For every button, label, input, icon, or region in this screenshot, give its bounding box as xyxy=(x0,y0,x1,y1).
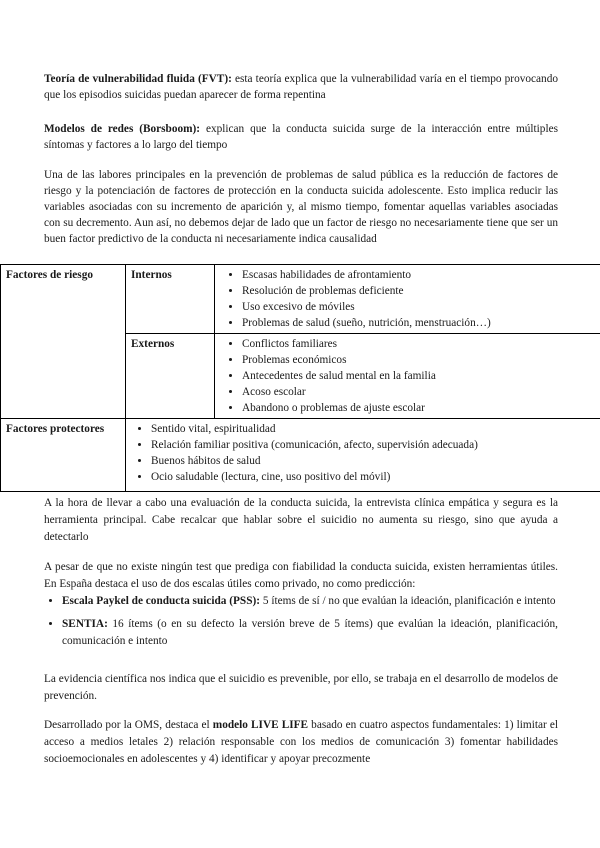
theory-networks-term: Modelos de redes (Borsboom): xyxy=(44,123,201,135)
external-header: Externos xyxy=(126,334,215,419)
list-item: • Uso excesivo de móviles xyxy=(242,299,595,315)
theory-networks-text: explican que la conducta suicida surge de la interacción entre múltiples síntomas y factores a lo largo del tiempo xyxy=(44,123,558,151)
external-list-cell xyxy=(215,334,600,419)
model-before-text: Desarrollado por la OMS, destaca el xyxy=(44,719,213,731)
list-item: • Ocio saludable (lectura, cine, uso positivo del móvil) xyxy=(151,469,595,485)
list-item: • Acoso escolar xyxy=(242,384,595,400)
model-paragraph xyxy=(44,717,558,768)
list-item: • Conflictos familiares xyxy=(242,336,595,352)
risk-factors-header: Factores de riesgo xyxy=(1,265,126,419)
list-item: • Problemas económicos xyxy=(242,352,595,368)
list-item xyxy=(62,616,558,650)
model-after-text: basado en cuatro aspectos fundamentales: 1) limitar el acceso a medios letales 2) relación responsable con los medios de comunicación 3) fomentar habilidades socioemocionales en adolescentes y 4) identificar y apoyar precozmente xyxy=(44,719,558,765)
scale-sentia-name: SENTIA: xyxy=(62,618,108,630)
protective-list-cell xyxy=(126,419,600,492)
intro-paragraph: Una de las labores principales en la prevención de problemas de salud pública es la reducción de factores de riesgo y la potenciación de factores de protección en la conducta suicida adolescente. Esto implica reducir las variables asociadas con su incremento de aparición y, al mismo tiempo, fomentar aquellas variables asociadas con su decremento. Aun así, no debemos dejar de lado que un factor de riesgo no necesariamente tiene que ser un buen factor predictivo de la conducta ni necesariamente indica causalidad xyxy=(44,169,558,245)
external-list xyxy=(220,336,595,416)
scale-pss-text: 5 ítems de sí / no que evalúan la ideación, planificación e intento xyxy=(260,595,556,607)
list-item: • Escasas habilidades de afrontamiento xyxy=(242,267,595,283)
list-item: • Relación familiar positiva (comunicación, afecto, supervisión adecuada) xyxy=(151,437,595,453)
list-item: • Sentido vital, espiritualidad xyxy=(151,421,595,437)
theory-fvt-paragraph xyxy=(44,71,558,103)
scales-list xyxy=(44,593,558,650)
evidence-paragraph: La evidencia científica nos indica que el suicidio es prevenible, por ello, se trabaja en el desarrollo de modelos de prevención. xyxy=(44,673,558,702)
protective-factors-header: Factores protectores xyxy=(1,419,126,492)
evaluation-paragraph: A la hora de llevar a cabo una evaluación de la conducta suicida, la entrevista clínica empática y segura es la herramienta principal. Cabe recalcar que hablar sobre el suicidio no aumenta su riesgo, sino que ayuda a detectarlo xyxy=(44,497,558,543)
internal-header: Internos xyxy=(126,265,215,334)
list-item xyxy=(62,593,558,610)
list-item: • Resolución de problemas deficiente xyxy=(242,283,595,299)
protective-row xyxy=(1,419,600,492)
theory-networks-paragraph xyxy=(44,121,558,153)
list-item: • Abandono o problemas de ajuste escolar xyxy=(242,400,595,416)
theory-fvt-term: Teoría de vulnerabilidad fluida (FVT): xyxy=(44,73,232,85)
scale-pss-name: Escala Paykel de conducta suicida (PSS): xyxy=(62,595,261,607)
theory-fvt-text: esta teoría explica que la vulnerabilidad varía en el tiempo provocando que los episodios suicidas puedan aparecer de forma repentina xyxy=(44,73,558,101)
tools-paragraph: A pesar de que no existe ningún test que prediga con fiabilidad la conducta suicida, existen herramientas útiles. En España destaca el uso de dos escalas útiles como privado, no como predicción: xyxy=(44,561,558,590)
list-item: • Problemas de salud (sueño, nutrición, menstruación…) xyxy=(242,315,595,331)
model-name: modelo LIVE LIFE xyxy=(212,719,309,731)
internal-list-cell xyxy=(215,265,600,334)
risk-internal-row xyxy=(1,265,600,334)
list-item: • Buenos hábitos de salud xyxy=(151,453,595,469)
factors-table xyxy=(0,264,600,492)
list-item: • Antecedentes de salud mental en la familia xyxy=(242,368,595,384)
scale-sentia-text: 16 ítems (o en su defecto la versión breve de 5 ítems) que evalúan la ideación, planificación, comunicación e intento xyxy=(62,618,558,647)
internal-list xyxy=(220,267,595,331)
scales-section xyxy=(44,593,558,656)
protective-list xyxy=(131,421,595,485)
